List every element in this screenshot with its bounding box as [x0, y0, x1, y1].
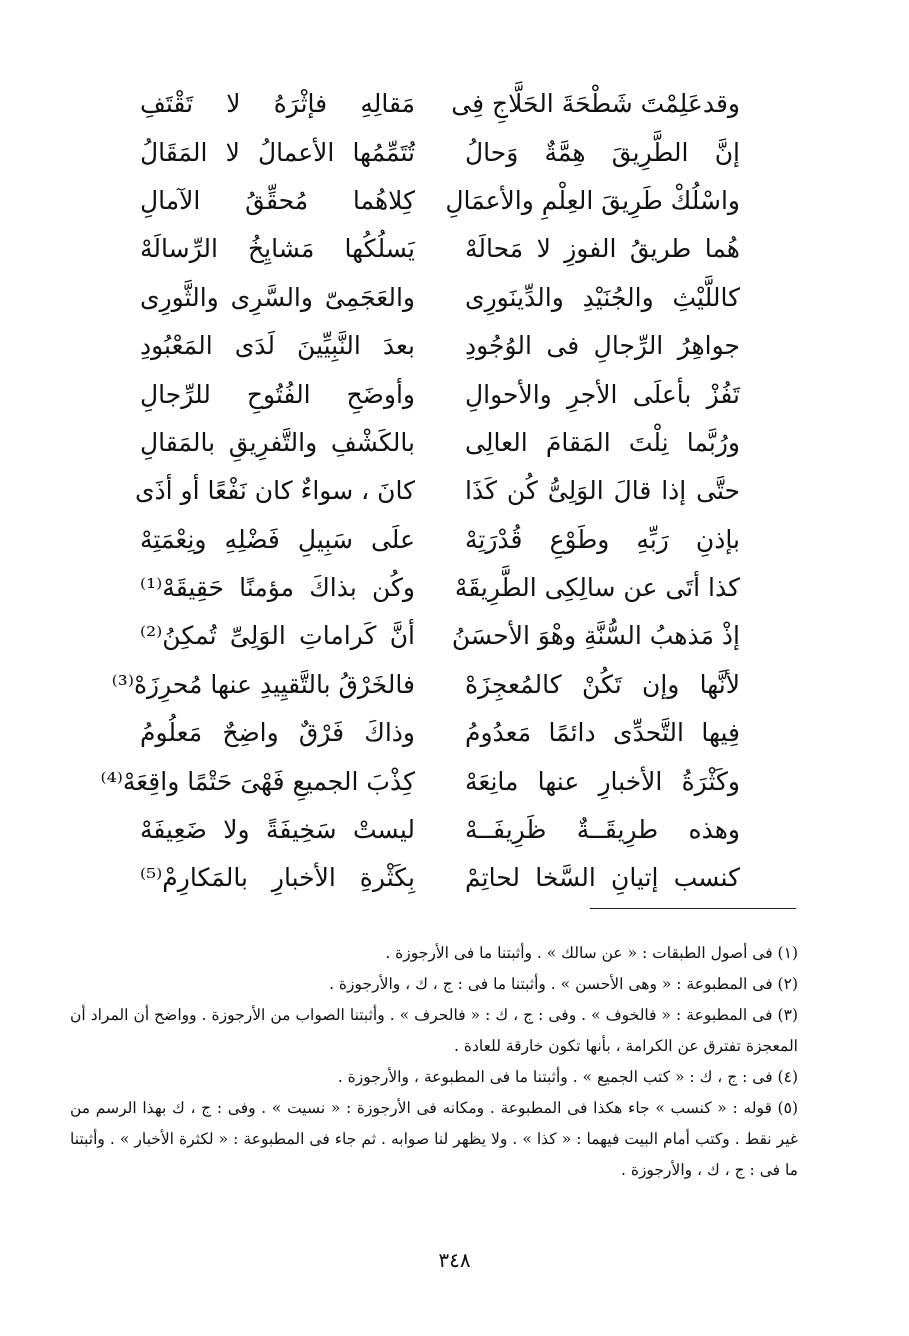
footnote: (٣) فى المطبوعة : « فالخوف » . وفى : ج ، ك : « فالحرف » . وأثبتنا الصواب من الأرجوزة . وواضح أن المراد أن المعجزة تفترق عن الكرامة ، بأنها تكون خارقة للعادة . [70, 1006, 798, 1055]
verse-line [140, 274, 740, 322]
footnote: (١) فى أصول الطبقات : « عن سالك » . وأثبتنا ما فى الأرجوزة . [385, 944, 798, 962]
verse-second-hemistich: وكُن بذاكَ مؤمنًا حَقِيقَهْ⁽¹⁾ [140, 573, 415, 603]
verse-line [140, 225, 740, 273]
verse-line [140, 128, 740, 176]
verse-second-hemistich: كانَ ، سواءٌ كان نَفْعًا أو أذَى [134, 476, 415, 506]
verse-second-hemistich: وذاكَ فَرْقٌ واضِحٌ مَعلُومُ [140, 718, 415, 748]
verse-second-hemistich: تُتَمِّمُها الأعمالُ لا المَقَالُ [140, 137, 415, 167]
footnote-separator [590, 908, 796, 909]
verse-second-hemistich: فالخَرْقُ بالتَّقيِيدِ عنها مُحرِزَهْ⁽³⁾ [111, 669, 415, 699]
verse-first-hemistich: إنَّ الطَّرِيقَ هِمَّةٌ وَحالُ [465, 137, 740, 167]
verse-line [140, 854, 740, 902]
verse-line [111, 661, 740, 709]
footnote: (٥) قوله : « كنسب » جاء هكذا فى المطبوعة . ومكانه فى الأرجوزة : « نسيت » . وفى : ج ، ك بهذا الرسم من غير نقط . وكتب أمام البيت فيهما : « كذا » . ولا يظهر لنا صوابه . ثم جاء فى المطبوعة : « لكثرة الأخبار » . وأثبتنا ما فى : ج ، ك ، والأرجوزة . [70, 1099, 798, 1179]
verse-first-hemistich: تَفُزْ بأعلَى الأجرِ والأحوالِ [465, 379, 740, 409]
verse-second-hemistich: بِكَثْرةِ الأخبارِ بالمَكارِمْ⁽⁵⁾ [140, 863, 415, 893]
verse-second-hemistich: علَى سَبِيلِ فَضْلِهِ ونِعْمَتِهْ [140, 524, 415, 554]
verse-first-hemistich: لأنَّها وإن تَكُنْ كالمُعجِزَهْ [465, 669, 740, 699]
footnotes [70, 938, 798, 1186]
verse-line [100, 757, 740, 805]
verse-first-hemistich: كذا أتَى عن سالِكِى الطَّرِيقَهْ [454, 573, 740, 603]
footnote: (٤) فى : ج ، ك : « كتب الجميع » . وأثبتنا ما فى المطبوعة ، والأرجوزة . [337, 1068, 798, 1086]
verse-line [140, 370, 740, 418]
page-number: ٣٤٨ [438, 1248, 471, 1272]
verse-line [140, 80, 740, 128]
verse-second-hemistich: والعَجَمِىّ والسَّرِى والثَّورِى [140, 282, 415, 312]
verse-line [134, 467, 740, 515]
verse-first-hemistich: هُما طريقُ الفوزِ لا مَحالَهْ [465, 234, 740, 264]
verse-line [140, 564, 740, 612]
verse-first-hemistich: واسْلُكْ طَرِيقَ العِلْمِ والأعمَالِ [445, 185, 740, 215]
verse-second-hemistich: وأوضَحِ الفُتُوحِ للرِّجالِ [140, 379, 415, 409]
verse-line [140, 612, 740, 660]
verse-first-hemistich: فِيها التَّحدِّى دائمًا مَعدُومُ [465, 718, 740, 748]
verse-line [140, 322, 740, 370]
verse-second-hemistich: بعدَ النَّبِيِّينَ لَدَى المَعْبُودِ [140, 331, 415, 361]
verse-second-hemistich: كِلاهُما مُحقِّقُ الآمالِ [140, 185, 415, 215]
verse-first-hemistich: جواهِرُ الرِّجالِ فى الوُجُودِ [465, 331, 740, 361]
verse-first-hemistich: حتَّى إذا قالَ الوَلِىُّ كُن كَذَا [465, 476, 740, 506]
verse-second-hemistich: بالكَشْفِ والتَّفرِيقِ بالمَقالِ [140, 427, 415, 457]
verse-first-hemistich: ورُبَّما نِلْتَ المَقامَ العالِى [465, 427, 740, 457]
verse-first-hemistich: وهذه طرِيقَــةٌ ظَرِيفَــهْ [465, 815, 740, 845]
verse-line [140, 177, 740, 225]
verse-second-hemistich: كِذْبَ الجميعِ فَهْىَ حَتْمًا واقِعَهْ⁽⁴⁾ [100, 766, 415, 796]
verse-first-hemistich: وقدعَلِمْتَ شَطْحَةَ الحَلَّاجِ فِى [451, 89, 740, 119]
verse-second-hemistich: أنَّ كَراماتِ الوَلِىِّ تُمكِنُ⁽²⁾ [140, 621, 415, 651]
verse-first-hemistich: وكَثْرَةُ الأخبارِ عنها مانِعَهْ [465, 766, 740, 796]
verse-line [140, 516, 740, 564]
verse-first-hemistich: بإذنِ رَبِّهِ وطَوْعِ قُدْرَتِهْ [465, 524, 740, 554]
verse-line [140, 419, 740, 467]
footnote: (٢) فى المطبوعة : « وهى الأحسن » . وأثبتنا ما فى : ج ، ك ، والأرجوزة . [329, 975, 798, 993]
verse-first-hemistich: كنسب إتيانِ السَّخا لحاتِمْ [465, 863, 740, 893]
verse-second-hemistich: ليستْ سَخِيفَةً ولا ضَعِيفَهْ [140, 815, 415, 845]
verse-first-hemistich: كاللَّيْثِ والجُنَيْدِ والدِّينَورِى [465, 282, 740, 312]
poem-verses [100, 80, 740, 903]
verse-line [140, 806, 740, 854]
verse-second-hemistich: مَقالِهِ فإثْرَهُ لا تَقْتَفِ [140, 89, 415, 119]
verse-line [140, 709, 740, 757]
verse-second-hemistich: يَسلُكُها مَشايِخُ الرِّسالَهْ [140, 234, 415, 264]
verse-first-hemistich: إذْ مَذهبُ السُّنَّةِ وهْوَ الأحسَنُ [451, 621, 740, 651]
